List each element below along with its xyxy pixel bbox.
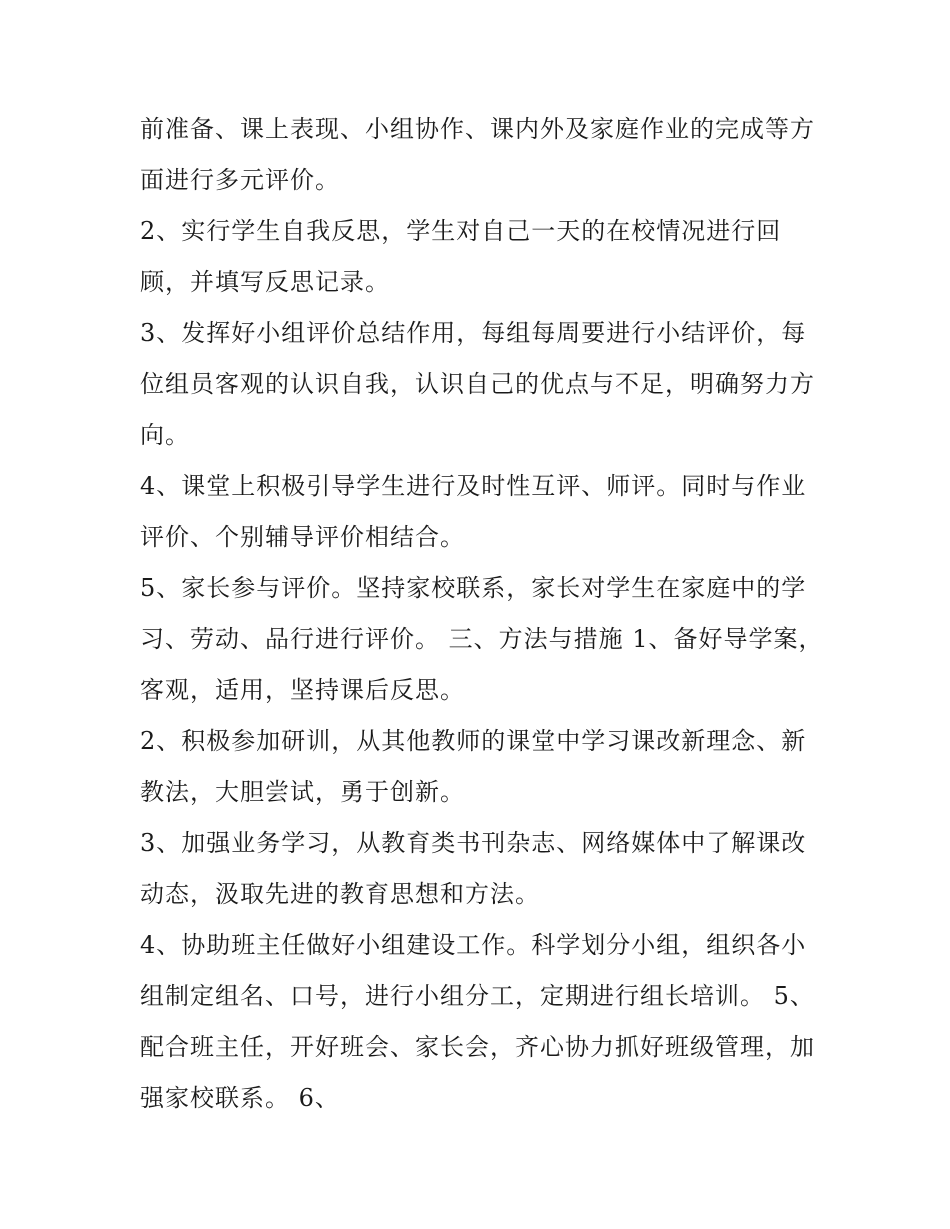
text-line: 4、协助班主任做好小组建设工作。科学划分小组，组织各小 <box>140 931 807 959</box>
text-line: 顾，并填写反思记录。 <box>140 268 390 296</box>
text-line: 2、积极参加研训，从其他教师的课堂中学习课改新理念、新 <box>140 727 807 755</box>
text-line: 5、家长参与评价。坚持家校联系，家长对学生在家庭中的学 <box>140 574 807 602</box>
text-line: 4、课堂上积极引导学生进行及时性互评、师评。同时与作业 <box>140 472 807 500</box>
text-line: 动态，汲取先进的教育思想和方法。 <box>140 880 540 908</box>
text-line: 教法，大胆尝试，勇于创新。 <box>140 778 465 806</box>
text-line: 客观，适用，坚持课后反思。 <box>140 676 465 704</box>
text-line: 配合班主任，开好班会、家长会，齐心协力抓好班级管理，加 <box>140 1033 815 1061</box>
text-line: 组制定组名、口号，进行小组分工，定期进行组长培训。 5、 <box>140 982 815 1010</box>
text-line: 3、发挥好小组评价总结作用，每组每周要进行小结评价，每 <box>140 319 807 347</box>
text-line: 强家校联系。 6、 <box>140 1084 340 1112</box>
text-line: 2、实行学生自我反思，学生对自己一天的在校情况进行回 <box>140 217 782 245</box>
text-line: 前准备、课上表现、小组协作、课内外及家庭作业的完成等方 <box>140 115 815 143</box>
text-line: 面进行多元评价。 <box>140 166 340 194</box>
text-line: 向。 <box>140 421 190 449</box>
text-line: 位组员客观的认识自我，认识自己的优点与不足，明确努力方 <box>140 370 815 398</box>
text-line: 3、加强业务学习，从教育类书刊杂志、网络媒体中了解课改 <box>140 829 807 857</box>
text-line: 评价、个别辅导评价相结合。 <box>140 523 465 551</box>
text-line: 习、劳动、品行进行评价。 三、方法与措施 1、备好导学案， <box>140 625 824 653</box>
document-body <box>140 104 830 1124</box>
